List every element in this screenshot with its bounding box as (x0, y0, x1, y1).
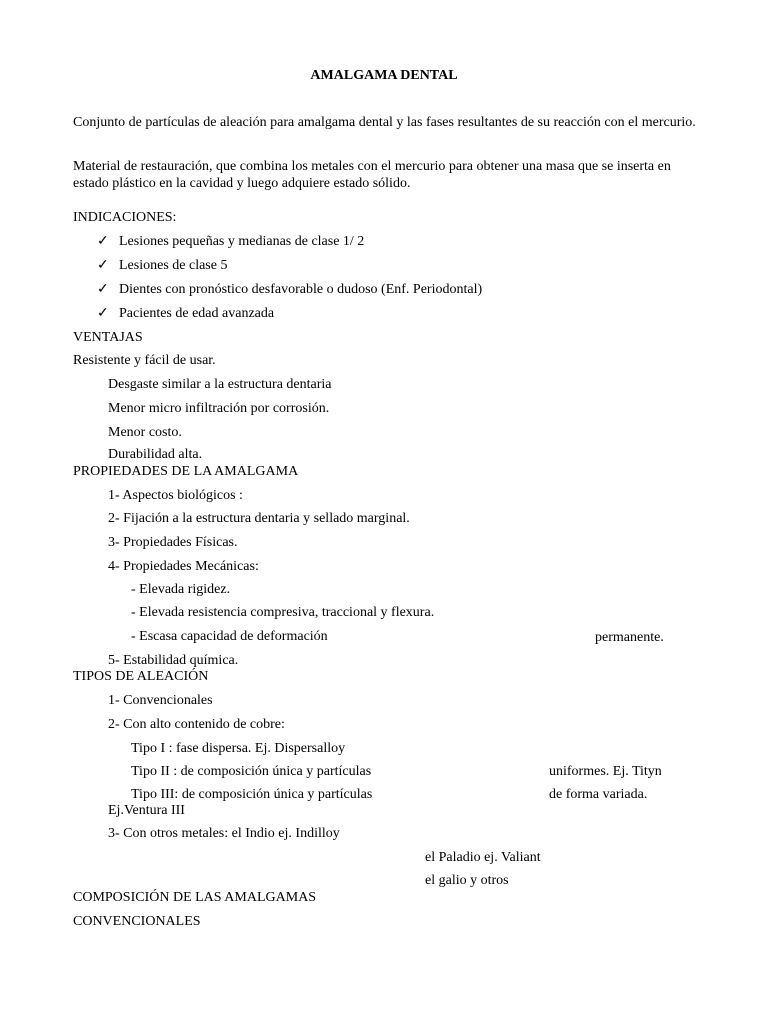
indicacion-item: Pacientes de edad avanzada (119, 306, 275, 321)
ventaja-item: Menor costo. (108, 425, 182, 440)
propiedad-item: 1- Aspectos biológicos : (108, 488, 243, 503)
checkmark-icon: ✓ (97, 282, 109, 297)
tipo-subitem: Tipo II : de composición única y partículas (131, 764, 372, 779)
propiedad-mecanica-item: - Escasa capacidad de deformación (131, 629, 328, 644)
indicaciones-heading: INDICACIONES: (73, 210, 177, 225)
checkmark-icon: ✓ (97, 306, 109, 321)
composicion-heading: COMPOSICIÓN DE LAS AMALGAMAS (73, 890, 317, 905)
tipo-item: 3- Con otros metales: el Indio ej. Indilloy (108, 826, 340, 841)
indicacion-item: Dientes con pronóstico desfavorable o dudoso (Enf. Periodontal) (119, 282, 483, 297)
ventaja-item: Durabilidad alta. (108, 447, 203, 462)
propiedad-item: 4- Propiedades Mecánicas: (108, 559, 259, 574)
checkmark-icon: ✓ (97, 258, 109, 273)
tipo-subitem: Tipo III: de composición única y partículas (131, 787, 373, 802)
tipo-subitem-tail: de forma variada. (549, 787, 648, 802)
tipo-subitem-wrap: Ej.Ventura III (108, 803, 185, 818)
ventajas-intro: Resistente y fácil de usar. (73, 353, 216, 368)
tipo-subitem: Tipo I : fase dispersa. Ej. Dispersalloy (131, 741, 346, 756)
tipo-otros-metal: el galio y otros (425, 873, 509, 888)
definition-paragraph-2: Material de restauración, que combina los metales con el mercurio para obtener una masa que se inserta en estado plástico en la cavidad y luego adquiere estado sólido. (73, 159, 671, 191)
ventajas-heading: VENTAJAS (73, 330, 143, 345)
definition-paragraph-1: Conjunto de partículas de aleación para amalgama dental y las fases resultantes de su reacción con el mercurio. (73, 115, 696, 130)
propiedad-item: 5- Estabilidad química. (108, 653, 239, 668)
tipos-heading: TIPOS DE ALEACIÓN (73, 669, 209, 684)
propiedades-heading: PROPIEDADES DE LA AMALGAMA (73, 464, 299, 479)
document-title: AMALGAMA DENTAL (310, 68, 458, 83)
propiedad-mecanica-tail: permanente. (595, 630, 664, 645)
tipo-otros-metal: el Paladio ej. Valiant (425, 850, 541, 865)
tipo-subitem-tail: uniformes. Ej. Tityn (549, 764, 662, 779)
indicacion-item: Lesiones de clase 5 (119, 258, 228, 273)
propiedad-item: 3- Propiedades Físicas. (108, 535, 238, 550)
checkmark-icon: ✓ (97, 234, 109, 249)
tipo-item: 1- Convencionales (108, 693, 213, 708)
ventaja-item: Menor micro infiltración por corrosión. (108, 401, 330, 416)
propiedad-mecanica-item: - Elevada resistencia compresiva, traccional y flexura. (131, 605, 435, 620)
composicion-heading-line-2: CONVENCIONALES (73, 914, 201, 929)
indicacion-item: Lesiones pequeñas y medianas de clase 1/ 2 (119, 234, 365, 249)
tipo-item: 2- Con alto contenido de cobre: (108, 717, 285, 732)
ventaja-item: Desgaste similar a la estructura dentaria (108, 377, 332, 392)
propiedad-item: 2- Fijación a la estructura dentaria y sellado marginal. (108, 511, 410, 526)
propiedad-mecanica-item: - Elevada rigidez. (131, 582, 231, 597)
